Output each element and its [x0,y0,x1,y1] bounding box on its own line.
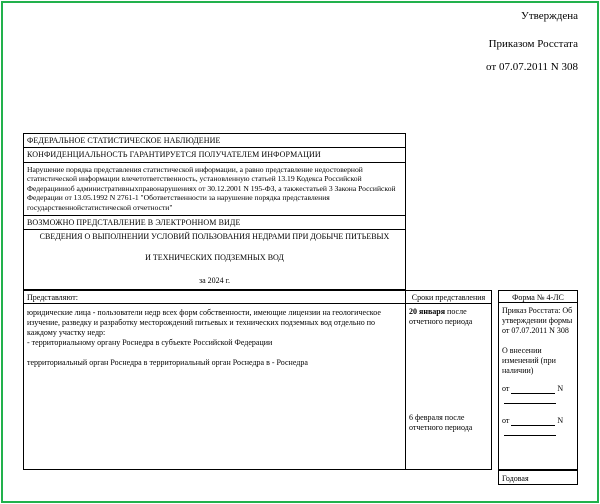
deadlines-box [405,290,492,470]
change-line-1 [502,384,574,394]
from-label-1: от [502,384,510,393]
from-label-2: от [502,416,510,425]
deadline-2: 6 февраля после отчетного периода [409,413,473,432]
change-line-2 [502,416,574,426]
approval-title: Утверждена [521,10,578,22]
date-field-2[interactable] [511,425,555,426]
form-title [24,232,405,286]
deadlines-header: Сроки представления [406,291,491,304]
form-number-label: Форма № 4-ЛС [498,290,578,303]
form-title-line2: И ТЕХНИЧЕСКИХ ПОДЗЕМНЫХ ВОД [145,253,284,262]
form-title-period: за 2024 г. [198,276,231,285]
number-field-2[interactable] [504,429,556,436]
order-text: Приказ Росстата: Об утверждении формы от 07.07.2011 N 308 [502,306,573,335]
liability-notice: Нарушение порядка представления статистической информации, а равно представление недостоверной статистической информации влечетответственность, установленную статьей 13.19 Кодекса Российской Федерациииоб административныхправонарушениях от 30.12.2001 N 195-ФЗ, а такжестатьей 3 Закона Российской Федерации от 13.05.1992 N 2761-1 "Обответственности за нарушение порядка представления государственнойстатистической отчетности" [24,163,405,216]
deadline-1-date: 20 января [409,307,446,316]
representatives-box [23,290,406,470]
confidentiality-label: КОНФИДЕНЦИАЛЬНОСТЬ ГАРАНТИРУЕТСЯ ПОЛУЧАТЕЛЕМ ИНФОРМАЦИИ [24,148,405,163]
representatives-header: Представляют: [24,291,405,304]
number-field-1[interactable] [504,397,556,404]
date-field-1[interactable] [511,393,555,394]
periodicity-label: Годовая [498,470,578,485]
federal-observation-label: ФЕДЕРАЛЬНОЕ СТАТИСТИЧЕСКОЕ НАБЛЮДЕНИЕ [24,134,405,148]
n-label-1: N [557,384,564,393]
n-label-2: N [557,416,564,425]
form-title-line1: СВЕДЕНИЯ О ВЫПОЛНЕНИИ УСЛОВИЙ ПОЛЬЗОВАНИЯ НЕДРАМИ ПРИ ДОБЫЧЕ ПИТЬЕВЫХ [39,232,390,241]
order-box [498,303,578,470]
approval-order: Приказом Росстата [488,38,578,50]
header-box [23,133,406,290]
changes-text: О внесении изменений (при наличии) [502,346,556,375]
representatives-territorial: территориальный орган Роснедра в территориальный орган Роснедра в - Роснедра [27,358,308,367]
approval-date: от 07.07.2011 N 308 [486,61,578,73]
representatives-subject: - территориальному органу Роснедра в субъекте Российской Федерации [27,338,273,347]
representatives-text: юридические лица - пользователи недр всех форм собственности, имеющие лицензии на геологическое изучение, разведку и разработку месторождений питьевых и технических подземных вод отдельно по каждому участку недр: [27,308,381,337]
deadline-1-rest: после отчетного периода [409,307,473,326]
deadline-1 [406,304,491,330]
electronic-submission-label: ВОЗМОЖНО ПРЕДСТАВЛЕНИЕ В ЭЛЕКТРОННОМ ВИДЕ [24,216,405,230]
